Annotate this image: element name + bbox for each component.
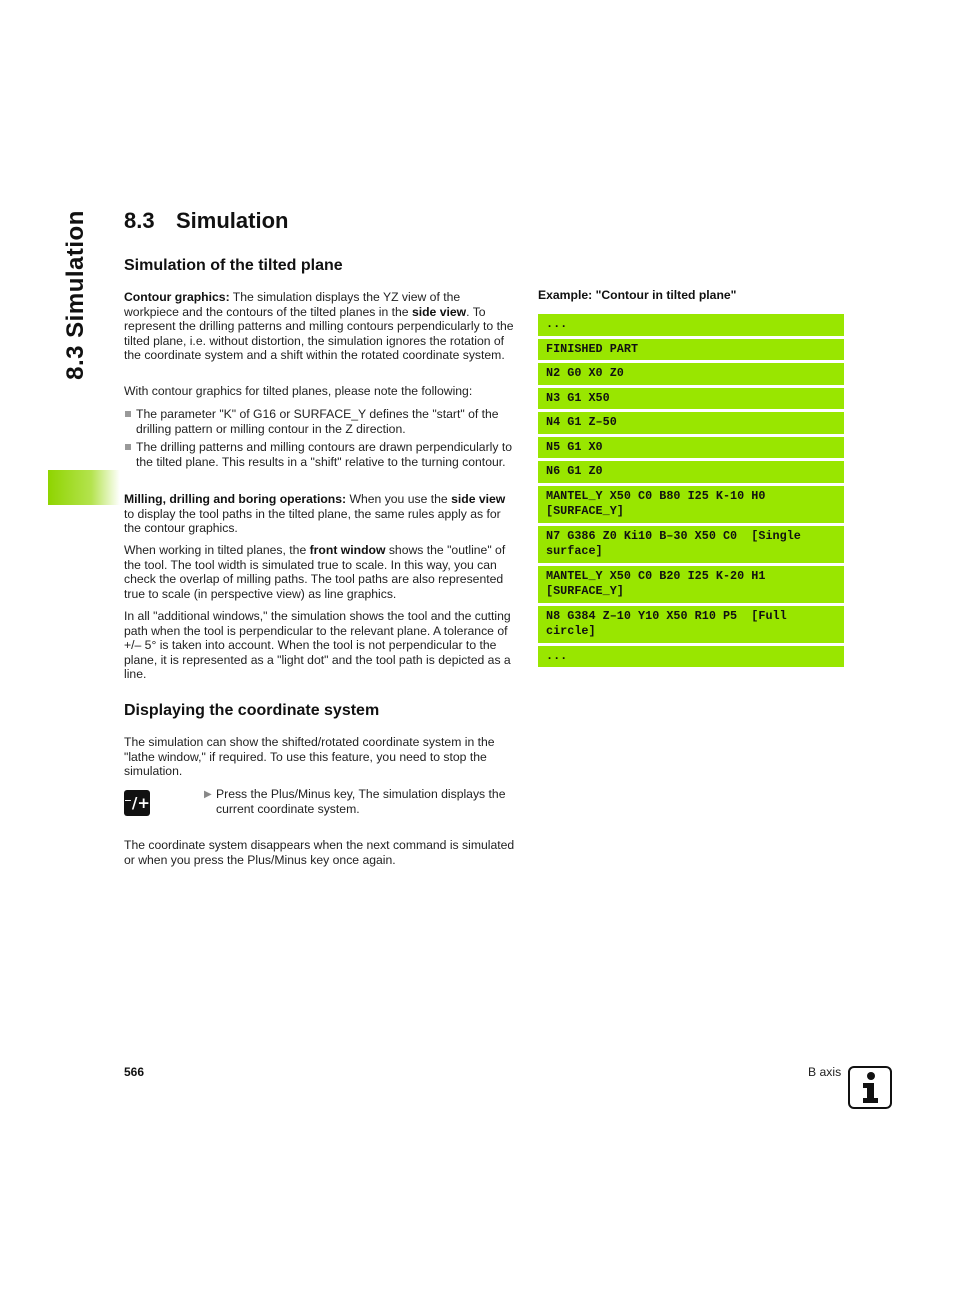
- bullet-square-icon: [125, 411, 131, 417]
- instruction-step: [204, 787, 518, 816]
- paragraph-coordinate-disappears: The coordinate system disappears when the next command is simulated or when you press the Plus/Minus key once again.: [124, 838, 515, 867]
- example-code-block: [538, 314, 844, 670]
- bold-run: front window: [309, 543, 386, 557]
- code-line: FINISHED PART: [538, 339, 844, 361]
- text-run: . To represent the drilling patterns and milling contours perpendicularly to the tilted plane, i.e. without distortion, the simulation ignores the rotation of the coordinate system and a shift within the rotated coordinate system.: [124, 304, 514, 362]
- list-item-text: The drilling patterns and milling contours are drawn perpendicularly to the tilted plane. This results in a "shift" relative to the turning contour.: [136, 440, 512, 469]
- subheading-tilted-plane: Simulation of the tilted plane: [124, 257, 343, 274]
- info-icon: [848, 1066, 892, 1109]
- code-line: N2 G0 X0 Z0: [538, 363, 844, 385]
- paragraph-contour-graphics: [124, 290, 518, 363]
- section-number: 8.3: [124, 208, 155, 233]
- step-arrow-icon: ▶: [204, 789, 212, 800]
- list-item: [124, 407, 518, 436]
- code-line: MANTEL_Y X50 C0 B20 I25 K-20 H1 [SURFACE_Y]: [538, 566, 844, 603]
- label-contour-graphics: Contour graphics:: [124, 290, 230, 304]
- bold-run: side view: [451, 492, 506, 506]
- list-item: [124, 440, 518, 469]
- text-run: The simulation displays the YZ view of the workpiece and the contours of the tilted planes in the: [124, 290, 461, 319]
- paragraph-note-intro: With contour graphics for tilted planes, please note the following:: [124, 384, 473, 398]
- page-title: [124, 208, 288, 234]
- chapter-label: B axis: [808, 1065, 842, 1079]
- code-line: N5 G1 X0: [538, 437, 844, 459]
- example-caption: Example: "Contour in tilted plane": [538, 288, 737, 302]
- bullet-square-icon: [125, 444, 131, 450]
- sidebar-title-text: 8.3 Simulation: [62, 210, 89, 380]
- bold-run: side view: [411, 304, 467, 319]
- subheading-coordinate-system: Displaying the coordinate system: [124, 702, 380, 719]
- code-line: ...: [538, 314, 844, 336]
- paragraph-additional-windows: In all "additional windows," the simulation shows the tool and the cutting path when the tool is perpendicular to the relevant plane. A tolerance of +/– 5° is taken into account. When the tool is not perpendicular to the plane, it is represented as a "light dot" and the tool path is depicted as a line.: [124, 609, 511, 681]
- code-line: N3 G1 X50: [538, 388, 844, 410]
- info-glyph-icon: [850, 1068, 890, 1107]
- text-run: to display the tool paths in the tilted plane, the same rules apply as for the contour graphics.: [124, 506, 501, 535]
- paragraph-coordinate-intro: The simulation can show the shifted/rotated coordinate system in the "lathe window," if required. To use this feature, you need to stop the simulation.: [124, 735, 495, 778]
- code-line: N6 G1 Z0: [538, 461, 844, 483]
- paragraph-front-window: [124, 543, 518, 601]
- text-run: When you use the: [346, 492, 452, 506]
- section-title: Simulation: [176, 208, 289, 233]
- step-text: Press the Plus/Minus key, The simulation displays the current coordinate system.: [216, 787, 506, 816]
- code-line: N4 G1 Z–50: [538, 412, 844, 434]
- sidebar-chapter-title: [48, 210, 104, 380]
- code-line: MANTEL_Y X50 C0 B80 I25 K-10 H0 [SURFACE_Y]: [538, 486, 844, 523]
- text-run: shows the "outline" of the tool. The tool width is simulated true to scale. In this way, you can check the overlap of milling paths. The tool paths are also represented true to scale (in perspective view) as line graphics.: [124, 543, 506, 601]
- paragraph-milling-operations: [124, 492, 518, 536]
- text-run: When working in tilted planes, the: [124, 543, 310, 557]
- plus-minus-key-icon: ⁻/+: [124, 790, 150, 816]
- code-line: ...: [538, 646, 844, 668]
- list-item-text: The parameter "K" of G16 or SURFACE_Y defines the "start" of the drilling pattern or milling contour in the Z direction.: [136, 407, 499, 436]
- code-line: N8 G384 Z–10 Y10 X50 R10 P5 [Full circle]: [538, 606, 844, 643]
- page-number: 566: [124, 1065, 145, 1079]
- code-line: N7 G386 Z0 Ki10 B–30 X50 C0 [Single surface]: [538, 526, 844, 563]
- chapter-tab-marker: [48, 470, 120, 505]
- label-milling-operations: Milling, drilling and boring operations:: [124, 492, 347, 506]
